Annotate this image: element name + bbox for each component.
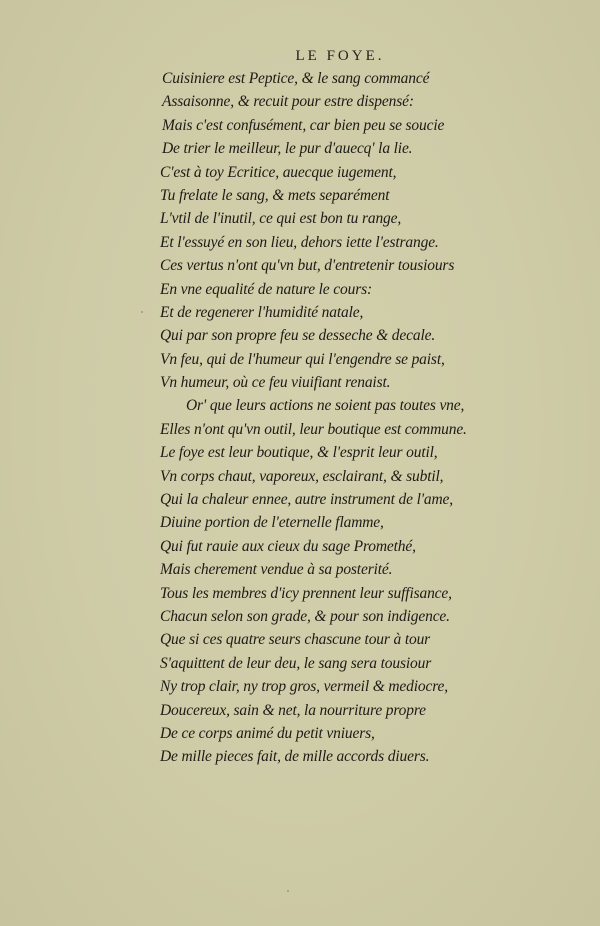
paper-speck [141,311,143,313]
verse-line: Qui par son propre feu se desseche & decale. [160,327,436,345]
verse-line: Tous les membres d'icy prennent leur suffisance, [160,584,452,602]
verse-line: Le foye est leur boutique, & l'esprit leur outil, [160,444,438,462]
verse-line: Assaisonne, & recuit pour estre dispensé: [162,93,414,111]
verse-line: Que si ces quatre seurs chascune tour à tour [160,631,431,649]
verse-line: Diuine portion de l'eternelle flamme, [160,514,384,532]
verse-line: Doucereux, sain & net, la nourriture propre [160,701,426,719]
verse-line: Chacun selon son grade, & pour son indigence. [160,607,450,625]
verse-line: Vn corps chaut, vaporeux, esclairant, & subtil, [160,467,444,485]
verse-line: Or' que leurs actions ne soient pas toutes vne, [186,397,465,415]
verse-line: Vn humeur, où ce feu viuifiant renaist. [160,374,391,392]
verse-line: S'aquittent de leur deu, le sang sera tousiour [160,654,432,672]
verse-line: Mais c'est confusément, car bien peu se soucie [162,116,445,134]
verse-line: En vne equalité de nature le cours: [160,280,372,298]
verse-line: Et l'essuyé en son lieu, dehors iette l'estrange. [160,233,439,251]
verse-line: De mille pieces fait, de mille accords diuers. [160,748,430,766]
verse-line: Cuisiniere est Peptice, & le sang commancé [162,70,430,87]
verse-line: De trier le meilleur, le pur d'auecq' la lie. [162,140,413,158]
paper-speck [287,890,289,892]
verse-line: Mais cherement vendue à sa posterité. [160,561,393,579]
verse-line: Elles n'ont qu'vn outil, leur boutique est commune. [160,420,467,438]
verse-line: Vn feu, qui de l'humeur qui l'engendre se paist, [160,350,445,368]
running-head: LE FOYE. [295,48,385,64]
verse-line: L'vtil de l'inutil, ce qui est bon tu range, [160,210,402,228]
verse-line: Qui la chaleur ennee, autre instrument de l'ame, [160,491,453,509]
verse-line: De ce corps animé du petit vniuers, [160,724,375,742]
verse-line: Et de regenerer l'humidité natale, [160,303,364,321]
verse-line: Qui fut rauie aux cieux du sage Promethé, [160,537,416,555]
verse-line: Ny trop clair, ny trop gros, vermeil & mediocre, [160,678,448,696]
verse-line: Ces vertus n'ont qu'vn but, d'entretenir tousiours [160,257,455,275]
poem-verses [160,67,580,769]
verse-line: C'est à toy Ecritice, auecque iugement, [160,163,397,181]
verse-line: Tu frelate le sang, & mets separément [160,186,390,204]
